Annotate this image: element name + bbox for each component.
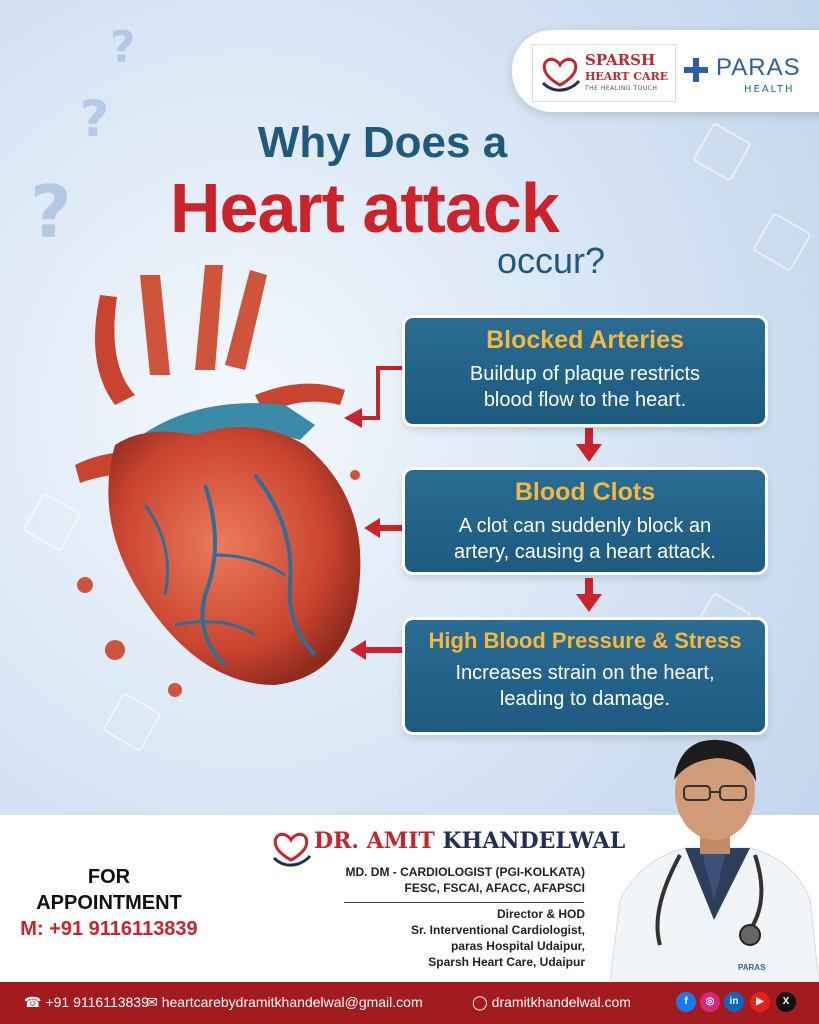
doctor-roles: Director & HOD Sr. Interventional Cardiologist, paras Hospital Udaipur, Sparsh Heart Care, Udaipur — [410, 907, 585, 969]
instagram-icon[interactable]: ◎ — [700, 992, 720, 1012]
decor-hexagon — [752, 212, 812, 272]
paras-logo-name: PARAS — [716, 54, 801, 81]
facebook-icon[interactable]: f — [676, 992, 696, 1012]
appointment-line2: APPOINTMENT — [36, 892, 182, 914]
cause-card-blocked-arteries — [405, 318, 765, 424]
youtube-icon[interactable]: ▶ — [750, 992, 770, 1012]
appointment-phone[interactable]: M: +91 9116113839 — [20, 918, 198, 940]
card-description: Increases strain on the heart, leading to damage. — [455, 662, 715, 710]
x-icon[interactable]: X — [776, 992, 796, 1012]
contact-phone[interactable]: ☎ +91 9116113839 — [24, 994, 149, 1010]
appointment-line1: FOR — [87, 866, 131, 888]
globe-icon: ◯ — [472, 994, 488, 1010]
heart-hand-icon — [539, 51, 581, 95]
coat-badge: PARAS — [738, 963, 766, 972]
heart-hand-icon — [270, 826, 312, 870]
divider — [344, 902, 584, 903]
contact-website[interactable]: ◯ dramitkhandelwal.com — [472, 994, 631, 1010]
doctor-name: DR. AMIT KHANDELWAL — [314, 828, 626, 854]
left-arrow-icon — [348, 636, 406, 664]
card-description: A clot can suddenly block an artery, causing a heart attack. — [454, 515, 716, 563]
phone-icon: ☎ — [24, 994, 42, 1010]
card-title: High Blood Pressure & Stress — [428, 628, 742, 653]
left-arrow-icon — [340, 362, 410, 432]
card-description: Buildup of plaque restricts blood flow to the heart. — [469, 363, 701, 411]
sparsh-logo-title: SPARSH — [585, 51, 656, 69]
cause-card-blood-clots — [405, 470, 765, 572]
doctor-portrait — [610, 730, 819, 982]
card-title: Blocked Arteries — [486, 326, 684, 354]
down-arrow-icon — [574, 428, 604, 464]
headline-line2: Heart attack — [170, 169, 559, 247]
sparsh-heart-care-logo — [532, 44, 676, 102]
contact-email[interactable]: ✉ heartcarebydramitkhandelwal@gmail.com — [146, 994, 423, 1010]
cause-card-high-blood-pressure — [405, 620, 765, 732]
logo-bar — [512, 30, 819, 112]
sparsh-logo-tagline: THE HEALING TOUCH — [585, 85, 658, 92]
plus-icon — [682, 56, 710, 84]
headline-line1: Why Does a — [257, 118, 508, 167]
paras-health-logo — [682, 46, 819, 98]
left-arrow-icon — [362, 514, 406, 542]
linkedin-icon[interactable]: in — [724, 992, 744, 1012]
headline-line3: occur? — [497, 240, 606, 281]
paras-logo-sub: HEALTH — [744, 84, 795, 95]
question-mark-icon: ? — [110, 22, 136, 73]
doctor-qualifications: MD. DM - CARDIOLOGIST (PGI-KOLKATA) FESC, FSCAI, AFACC, AFAPSCI — [345, 865, 585, 895]
appointment-block — [14, 864, 204, 942]
question-mark-icon: ? — [80, 90, 110, 148]
card-title: Blood Clots — [514, 478, 656, 506]
contact-bar — [0, 982, 819, 1024]
question-mark-icon: ? — [30, 170, 72, 254]
down-arrow-icon — [574, 578, 604, 614]
heart-illustration — [55, 255, 385, 705]
mail-icon: ✉ — [146, 994, 158, 1010]
sparsh-logo-subtitle: HEART CARE — [585, 70, 669, 83]
